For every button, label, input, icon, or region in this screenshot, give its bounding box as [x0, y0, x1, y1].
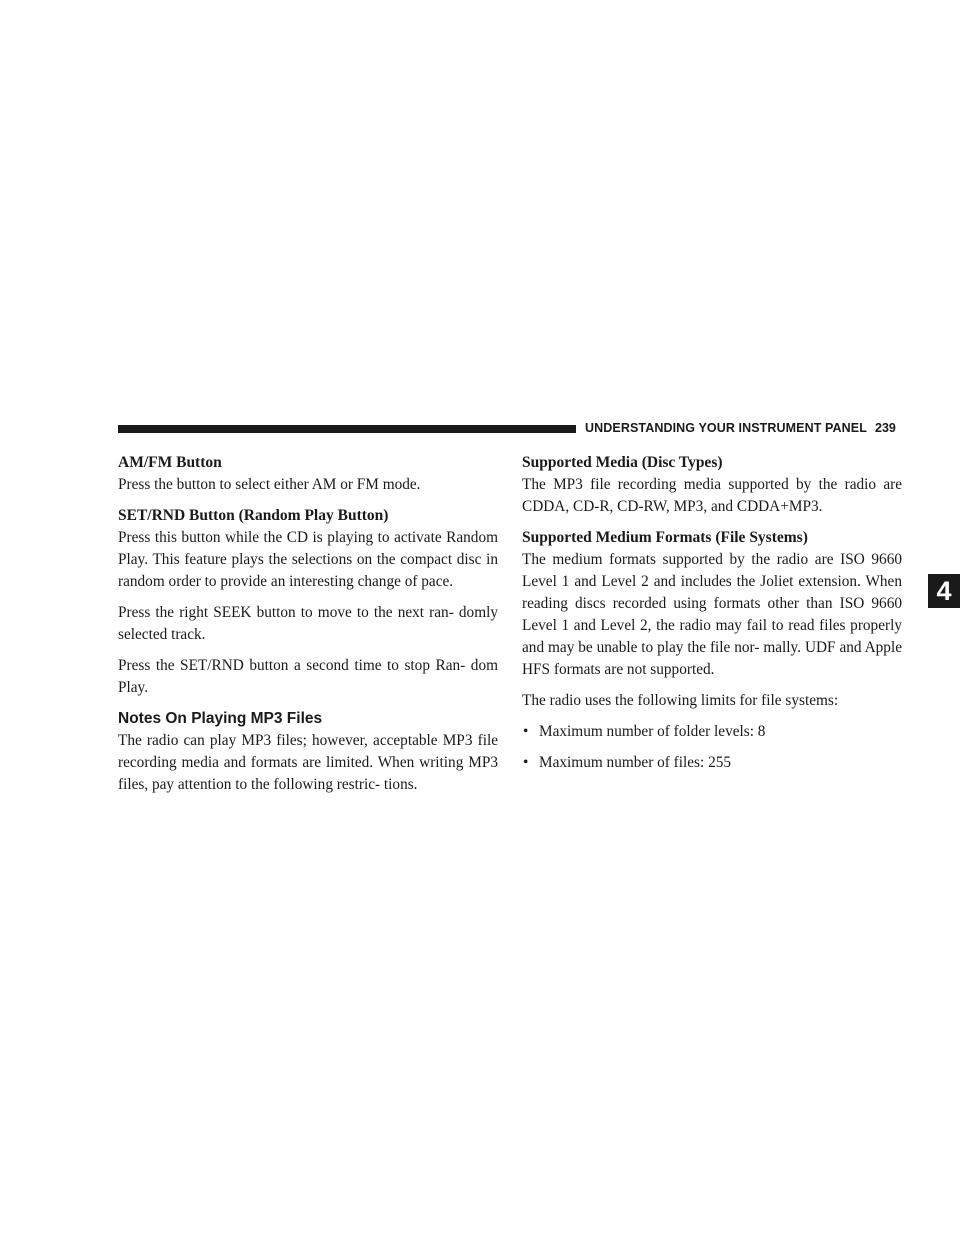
supported-media-heading: Supported Media (Disc Types) — [522, 454, 723, 471]
left-column — [118, 452, 498, 805]
set-rnd-text-1: Press this button while the CD is playing to activate Random Play. This feature plays the selections on the compact disc in random order to provide an interesting change of pace. — [118, 529, 498, 590]
bullet-icon: • — [523, 754, 529, 771]
set-rnd-button-heading: SET/RND Button (Random Play Button) — [118, 507, 389, 524]
set-rnd-text-3: Press the SET/RND button a second time to stop Ran- dom Play. — [118, 657, 498, 696]
amfm-button-heading: AM/FM Button — [118, 454, 222, 471]
supported-formats-text: The medium formats supported by the radio are ISO 9660 Level 1 and Level 2 and includes the Joliet extension. When reading discs recorded using formats other than ISO 9660 Level 1 and Level 2, the radio may fail to read files properly and may be unable to play the file nor- mally. UDF and Apple HFS formats are not supported. — [522, 551, 902, 678]
supported-media-text: The MP3 file recording media supported by the radio are CDDA, CD-R, CD-RW, MP3, and CDDA+MP3. — [522, 476, 902, 515]
amfm-button-text: Press the button to select either AM or FM mode. — [118, 476, 421, 493]
chapter-tab: 4 — [928, 574, 960, 608]
mp3-notes-heading: Notes On Playing MP3 Files — [118, 710, 323, 727]
file-system-limits-intro: The radio uses the following limits for file systems: — [522, 692, 839, 709]
set-rnd-text-2: Press the right SEEK button to move to the next ran- domly selected track. — [118, 604, 498, 643]
supported-formats-heading: Supported Medium Formats (File Systems) — [522, 529, 808, 546]
section-header-title: UNDERSTANDING YOUR INSTRUMENT PANEL — [585, 421, 867, 435]
page-number: 239 — [875, 421, 896, 435]
right-column — [522, 452, 902, 783]
list-item — [522, 752, 902, 774]
file-system-limits-list — [522, 721, 902, 774]
bullet-icon: • — [523, 723, 529, 740]
list-item — [522, 721, 902, 743]
list-item-text: Maximum number of folder levels: 8 — [539, 723, 766, 740]
list-item-text: Maximum number of files: 255 — [539, 754, 732, 771]
header-rule — [118, 425, 576, 433]
mp3-notes-text: The radio can play MP3 files; however, acceptable MP3 file recording media and formats are limited. When writing MP3 files, pay attention to the following restric- tions. — [118, 732, 498, 793]
